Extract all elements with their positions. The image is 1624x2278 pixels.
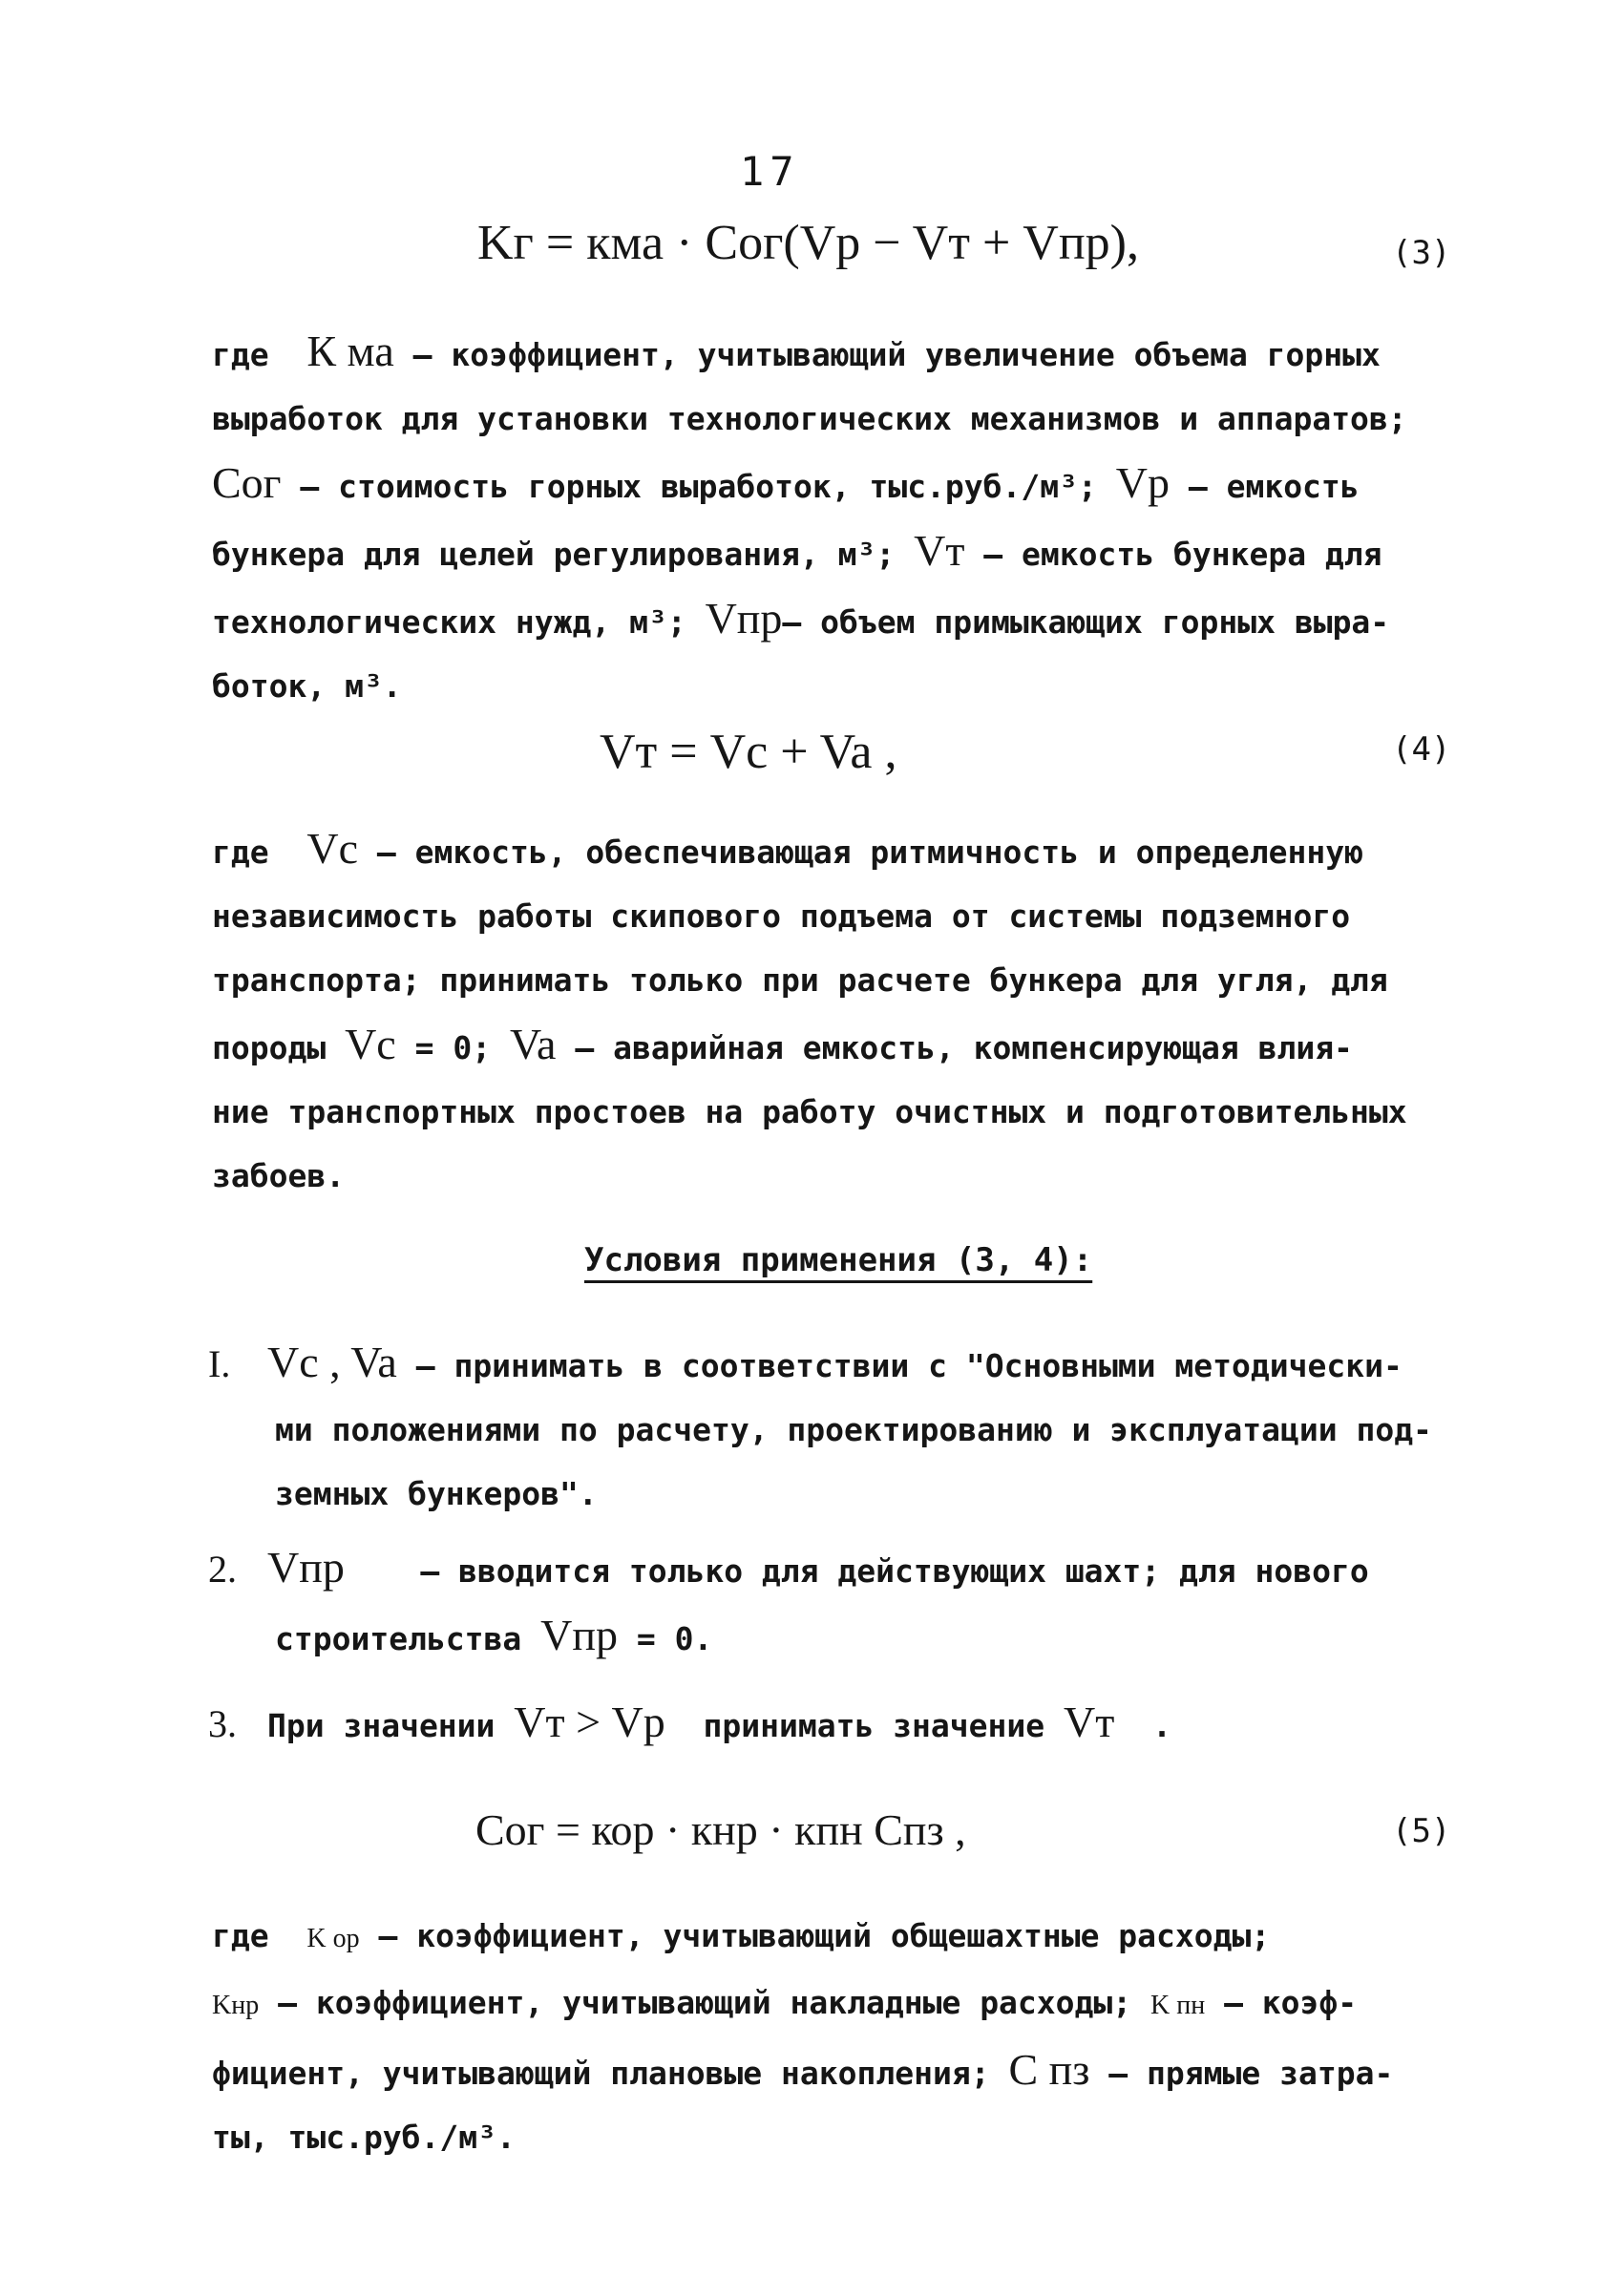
definitions-paragraph-1 xyxy=(212,319,1453,718)
item-2-line-2: строительства Vпр = 0. xyxy=(275,1611,713,1659)
p2-line-5: ние транспортных простоев на работу очистных и подготовительных xyxy=(212,1093,1407,1130)
symbol-kma: К ма xyxy=(306,327,394,375)
item-1-line-1: I. Vc , Va – принимать в соответствии с "Основными методически- xyxy=(208,1330,1459,1398)
symbol-knr: Kнр xyxy=(212,1991,260,2020)
symbol-cog: Cог xyxy=(212,458,282,507)
equation-5: Cог = кор · кнр · кпн Cпз , xyxy=(475,1805,966,1854)
p1-line-5: технологических нужд, м³; Vпр– объем примыкающих горных выра- xyxy=(212,594,1390,643)
item-3-line-1: 3. При значении Vт > Vp принимать значение Vт . xyxy=(208,1690,1459,1758)
p1-line-1: где К ма – коэффициент, учитывающий увеличение объема горных xyxy=(212,327,1381,375)
p3-line-1: где K ор – коэффициент, учитывающий общешахтные расходы; xyxy=(212,1917,1271,1954)
symbol-vc-2: Vc xyxy=(345,1020,396,1068)
symbol-kor: K ор xyxy=(306,1924,360,1953)
item-1-line-3: земных бункеров". xyxy=(275,1475,598,1512)
conditions-heading: Условия применения (3, 4): xyxy=(584,1241,1093,1279)
equation-5-number: (5) xyxy=(1392,1812,1451,1850)
symbol-vp: Vp xyxy=(1115,458,1170,507)
condition-item-1 xyxy=(208,1330,1459,1526)
item-1-number: I. xyxy=(208,1342,231,1385)
p1-line-6: боток, м³. xyxy=(212,667,402,705)
symbol-cpz: C пз xyxy=(1008,2045,1090,2094)
condition-item-3 xyxy=(208,1690,1459,1758)
equation-3: Kг = кма · Cог(Vp − Vт + Vпр), xyxy=(477,216,1139,270)
symbol-vt-2: Vт xyxy=(1064,1698,1115,1746)
condition-item-2 xyxy=(208,1535,1459,1671)
definitions-paragraph-2 xyxy=(212,816,1453,1208)
definitions-paragraph-3 xyxy=(212,1904,1453,2169)
symbol-vt-gt-vp: Vт > Vp xyxy=(514,1698,665,1746)
p1-line-2: выработок для установки технологических механизмов и аппаратов; xyxy=(212,400,1407,437)
equation-4: Vт = Vc + Va , xyxy=(600,725,897,779)
item-3-number: 3. xyxy=(208,1702,237,1745)
p1-line-3: Cог – стоимость горных выработок, тыс.руб./м³; Vp – емкость xyxy=(212,458,1360,507)
p3-line-2: Kнр – коэффициент, учитывающий накладные расходы; K пн – коэф- xyxy=(212,1984,1358,2021)
symbol-vc: Vc xyxy=(306,824,358,873)
symbol-va: Va xyxy=(509,1020,557,1068)
equation-4-number: (4) xyxy=(1392,730,1451,769)
symbol-kpn: K пн xyxy=(1150,1991,1206,2020)
item-1-line-2: ми положениями по расчету, проектированию и эксплуатации под- xyxy=(275,1411,1432,1448)
item-2-line-1: 2. Vпр – вводится только для действующих шахт; для нового xyxy=(208,1535,1459,1603)
page-number: 17 xyxy=(740,148,800,195)
symbol-vc-va: Vc , Va xyxy=(267,1338,397,1386)
symbol-vpr-3: Vпр xyxy=(540,1611,618,1659)
p2-line-6: забоев. xyxy=(212,1157,346,1194)
p3-line-3: фициент, учитывающий плановые накопления; C пз – прямые затра- xyxy=(212,2045,1394,2094)
p1-line-4: бункера для целей регулирования, м³; Vт – емкость бункера для xyxy=(212,526,1382,575)
p3-line-4: ты, тыс.руб./м³. xyxy=(212,2119,516,2156)
item-2-number: 2. xyxy=(208,1548,237,1591)
p2-line-2: независимость работы скипового подъема от системы подземного xyxy=(212,897,1351,935)
symbol-vt: Vт xyxy=(914,526,965,575)
p2-line-3: транспорта; принимать только при расчете бункера для угля, для xyxy=(212,961,1388,999)
equation-3-number: (3) xyxy=(1392,234,1451,272)
symbol-vpr-2: Vпр xyxy=(267,1543,345,1592)
symbol-vpr: Vпр xyxy=(705,594,783,643)
p2-line-4: породы Vc = 0; Va – аварийная емкость, компенсирующая влия- xyxy=(212,1020,1353,1068)
p2-line-1: где Vc – емкость, обеспечивающая ритмичность и определенную xyxy=(212,824,1363,873)
